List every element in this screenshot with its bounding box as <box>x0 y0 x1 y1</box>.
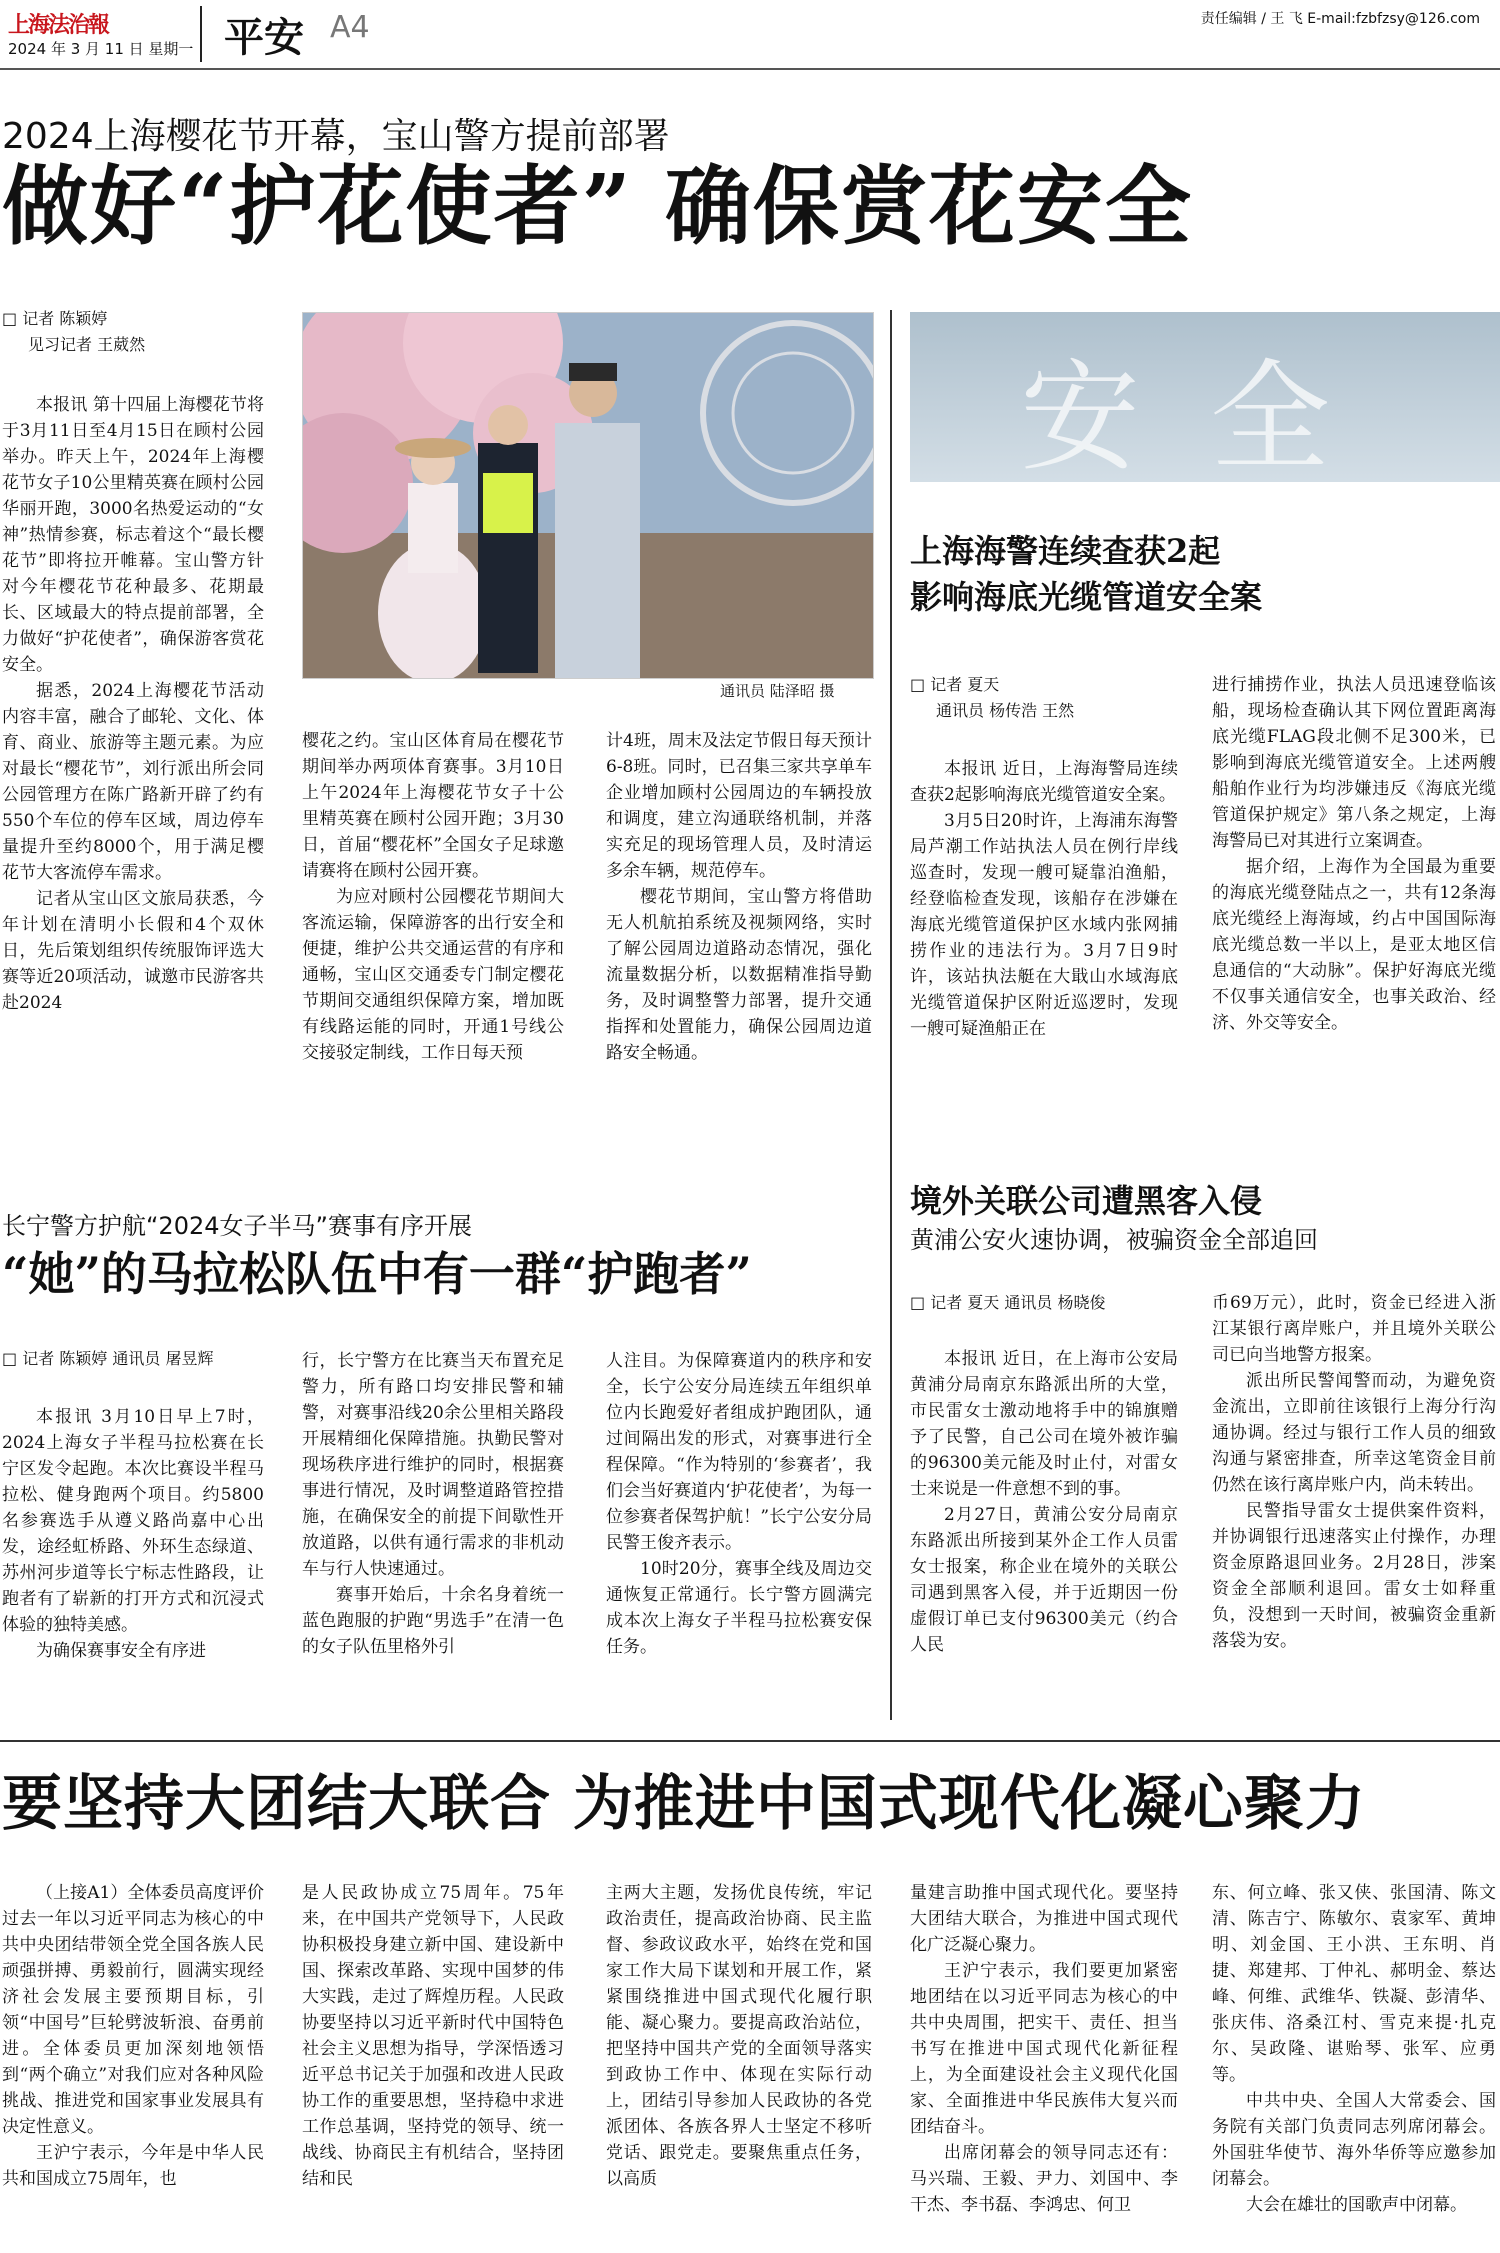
story2-column-3 <box>606 1348 872 1714</box>
cherry-blossom-photo <box>302 312 874 679</box>
story4-byline: □ 记者 夏天 通讯员 杨晓俊 <box>910 1293 1106 1312</box>
masthead-divider <box>200 6 202 62</box>
story2-col1-p1: 本报讯 3月10日早上7时，2024上海女子半程马拉松赛在长宁区发令起跑。本次比赛设半程马拉松、健身跑两个项目。约5800名参赛选手从遵义路尚嘉中心出发，途经虹桥路、外环生态绿道、苏州河步道等长宁标志性路段，让跑者有了崭新的打开方式和沉浸式体验的独特美感。 <box>2 1407 264 1635</box>
story1-col3-p2: 樱花节期间，宝山警方将借助无人机航拍系统及视频网络，实时了解公园周边道路动态情况，强化流量数据分析，以数据精准指导勤务，及时调整警力部署，提升交通指挥和处置能力，确保公园周边道路安全畅通。 <box>606 887 872 1063</box>
story1-col1-p3: 记者从宝山区文旅局获悉，今年计划在清明小长假和4个双休日，先后策划组织传统服饰评选大赛等近20项活动，诚邀市民游客共赴2024 <box>2 889 264 1013</box>
story5-headline: 要坚持大团结大联合 为推进中国式现代化凝心聚力 <box>2 1769 1366 1839</box>
story2-col2-p1: 行，长宁警方在比赛当天布置充足警力，所有路口均安排民警和辅警，对赛事沿线20余公里相关路段开展精细化保障措施。执勤民警对现场秩序进行维护的同时，根据赛事进行情况，及时调整道路管控措施，在确保安全的前提下间歇性开放道路，以供有通行需求的非机动车与行人快速通过。 <box>302 1351 564 1579</box>
story5-col5-p1: 东、何立峰、张又侠、张国清、陈文清、陈吉宁、陈敏尔、袁家军、黄坤明、刘金国、王小洪、王东明、肖捷、郑建邦、丁仲礼、郝明金、蔡达峰、何维、武维华、铁凝、彭清华、张庆伟、洛桑江村、雪克来提·扎克尔、吴政隆、谌贻琴、张军、应勇等。 <box>1212 1883 1496 2085</box>
story5-col4-p2: 王沪宁表示，我们要更加紧密地团结在以习近平同志为核心的中共中央周围，把实干、责任、担当书写在推进中国式现代化新征程上，为全面建设社会主义现代化国家、全面推进中华民族伟大复兴而团结奋斗。 <box>910 1961 1178 2137</box>
story4-col2-p1: 币69万元），此时，资金已经进入浙江某银行离岸账户，并且境外关联公司已向当地警方报案。 <box>1212 1293 1496 1365</box>
story4-col1-p1: 本报讯 近日，在上海市公安局黄浦分局南京东路派出所的大堂，市民雷女士激动地将手中的锦旗赠予了民警，自己公司在境外被诈骗的96300美元能及时止付，对雷女士来说是一件意想不到的事。 <box>910 1349 1178 1499</box>
story2-col1-p2: 为确保赛事安全有序进 <box>36 1641 206 1661</box>
story2-column-1 <box>2 1404 264 1714</box>
page-number: A4 <box>330 10 370 45</box>
photo-credit: 通讯员 陆泽昭 摄 <box>720 682 835 700</box>
story1-col1-p2: 据悉，2024上海樱花节活动内容丰富，融合了邮轮、文化、体育、商业、旅游等主题元素。为应对最长“樱花节”，刘行派出所会同公园管理方在陈广路新开辟了约有550个车位的停车区域，周边停车量提升至约8000个，用于满足樱花节大客流停车需求。 <box>2 681 264 883</box>
story1-byline-reporter: □ 记者 陈颖婷 <box>2 309 108 328</box>
story5-column-1 <box>2 1880 264 2250</box>
story5-col2-p1: 是人民政协成立75周年。75年来，在中国共产党领导下，人民政协积极投身建立新中国、建设新中国、探索改革路、实现中国梦的伟大实践，走过了辉煌历程。人民政协要坚持以习近平新时代中国特色社会主义思想为指导，学深悟透习近平总书记关于加强和改进人民政协工作的重要思想，坚持稳中求进工作总基调，坚持党的领导、统一战线、协商民主有机结合，坚持团结和民 <box>302 1883 564 2189</box>
bottom-rule <box>0 1740 1500 1742</box>
story2-col3-p1: 人注目。为保障赛道内的秩序和安全，长宁公安分局连续五年组织单位内长跑爱好者组成护跑团队，通过间隔出发的形式，对赛事进行全程保障。“作为特别的‘参赛者’，我们会当好赛道内‘护花使者’，为每一位参赛者保驾护航！”长宁公安分局民警王俊齐表示。 <box>606 1351 872 1553</box>
story1-byline <box>2 306 145 358</box>
story3-col2-p2: 据介绍，上海作为全国最为重要的海底光缆登陆点之一，共有12条海底光缆经上海海域，约占中国国际海底光缆总数一半以上，是亚太地区信息通信的“大动脉”。保护好海底光缆不仅事关通信安全，也事关政治、经济、外交等安全。 <box>1212 857 1496 1033</box>
safety-banner <box>910 312 1500 482</box>
story3-col2-p1: 进行捕捞作业，执法人员迅速登临该船，现场检查确认其下网位置距离海底光缆FLAG段北侧不足300米，已影响到海底光缆管道安全。上述两艘船舶作业行为均涉嫌违反《海底光缆管道保护规定》第八条之规定，上海海警局已对其进行立案调查。 <box>1212 675 1496 851</box>
story5-col5-p2: 中共中央、全国人大常委会、国务院有关部门负责同志列席闭幕会。外国驻华使节、海外华侨等应邀参加闭幕会。 <box>1212 2091 1496 2189</box>
story5-col3-p1: 主两大主题，发扬优良传统，牢记政治责任，提高政治协商、民主监督、参政议政水平，始终在党和国家工作大局下谋划和开展工作，紧紧围绕推进中国式现代化履行职能、凝心聚力。要提高政治站位，把坚持中国共产党的全面领导落实到政协工作中、体现在实际行动上，团结引导参加人民政协的各党派团体、各族各界人士坚定不移听党话、跟党走。要聚焦重点任务，以高质 <box>606 1883 872 2189</box>
story3-col1-p2: 3月5日20时许，上海浦东海警局芦潮工作站执法人员在例行岸线巡查时，发现一艘可疑靠泊渔船，经登临检查发现，该船存在涉嫌在海底光缆管道保护区水域内张网捕捞作业的违法行为。3月7日9时许，该站执法艇在大戢山水域海底光缆管道保护区附近巡逻时，发现一艘可疑渔船正在 <box>910 811 1178 1039</box>
story5-column-4 <box>910 1880 1178 2250</box>
story4-col2-p2: 派出所民警闻警而动，为避免资金流出，立即前往该银行上海分行沟通协调。经过与银行工作人员的细致沟通与紧密排查，所幸这笔资金目前仍然在该行离岸账户内，尚未转出。 <box>1212 1371 1496 1495</box>
story3-headline <box>910 528 1262 620</box>
story2-byline: □ 记者 陈颖婷 通讯员 屠昱辉 <box>2 1349 214 1368</box>
story5-column-5 <box>1212 1880 1496 2250</box>
story2-col3-p2: 10时20分，赛事全线及周边交通恢复正常通行。长宁警方圆满完成本次上海女子半程马拉松赛安保任务。 <box>606 1559 872 1657</box>
story5-col1-p1: （上接A1）全体委员高度评价过去一年以习近平同志为核心的中共中央团结带领全党全国各族人民顽强拼搏、勇毅前行，圆满实现经济社会发展主要预期目标，引领“中国号”巨轮劈波斩浪、奋勇前进。全体委员更加深刻地领悟到“两个确立”对我们应对各种风险挑战、推进党和国家事业发展具有决定性意义。 <box>2 1883 264 2137</box>
story3-headline-line2: 影响海底光缆管道安全案 <box>910 578 1263 616</box>
story2-col2-p2: 赛事开始后，十余名身着统一蓝色跑服的护跑“男选手”在清一色的女子队伍里格外引 <box>302 1585 564 1657</box>
section-name: 平安 <box>224 15 304 61</box>
story2-subhead: 长宁警方护航“2024女子半马”赛事有序开展 <box>2 1212 472 1240</box>
story5-column-3 <box>606 1880 872 2250</box>
newspaper-logo: 上海法治報 <box>8 12 109 38</box>
story3-byline <box>910 672 1074 724</box>
photo-illustration <box>303 313 873 678</box>
story3-column-1 <box>910 756 1178 1128</box>
story3-headline-line1: 上海海警连续查获2起 <box>910 532 1221 570</box>
banner-text: 安全 <box>1020 349 1400 482</box>
story4-headline: 境外关联公司遭黑客入侵 <box>910 1182 1263 1220</box>
story5-col4-p3: 出席闭幕会的领导同志还有：马兴瑞、王毅、尹力、刘国中、李干杰、李书磊、李鸿忠、何卫 <box>910 2143 1178 2215</box>
story4-column-2 <box>1212 1290 1496 1716</box>
story3-column-2 <box>1212 672 1496 1128</box>
story1-column-1 <box>2 392 264 1152</box>
story1-col2-p1: 樱花之约。宝山区体育局在樱花节期间举办两项体育赛事。3月10日上午2024年上海樱花节女子十公里精英赛在顾村公园开跑；3月30日，首届“樱花杯”全国女子足球邀请赛将在顾村公园开赛。 <box>302 731 564 881</box>
masthead-rule <box>0 68 1500 70</box>
story3-byline-reporter: □ 记者 夏天 <box>910 675 1000 694</box>
story1-column-3 <box>606 728 872 1152</box>
story4-col2-p3: 民警指导雷女士提供案件资料，并协调银行迅速落实止付操作，办理资金原路退回业务。2月28日，涉案资金全部顺利退回。雷女士如释重负，没想到一天时间，被骗资金重新落袋为安。 <box>1212 1501 1496 1651</box>
story5-col5-p3: 大会在雄壮的国歌声中闭幕。 <box>1246 2195 1467 2215</box>
story3-col1-p1: 本报讯 近日，上海海警局连续查获2起影响海底光缆管道安全案。 <box>910 759 1178 805</box>
story1-col3-p1: 计4班，周末及法定节假日每天预计6-8班。同时，已召集三家共享单车企业增加顾村公园周边的车辆投放和调度，建立沟通联络机制，并落实充足的现场管理人员，及时清运多余车辆，规范停车。 <box>606 731 872 881</box>
story1-col1-p1: 本报讯 第十四届上海樱花节将于3月11日至4月15日在顾村公园举办。昨天上午，2024年上海樱花节女子10公里精英赛在顾村公园华丽开跑，3000名热爱运动的“女神”热情参赛，标志着这个“最长樱花节”即将拉开帷幕。宝山警方针对今年樱花节花种最多、花期最长、区域最大的特点提前部署，全力做好“护花使者”，确保游客赏花安全。 <box>2 395 264 675</box>
story1-byline-intern: 见习记者 王葳然 <box>28 335 146 354</box>
editor-info: 责任编辑 / 王 飞 E-mail:fzbfzsy@126.com <box>1200 11 1480 27</box>
story5-column-2 <box>302 1880 564 2250</box>
story3-byline-correspondents: 通讯员 杨传浩 王然 <box>936 701 1075 720</box>
issue-date: 2024 年 3 月 11 日 星期一 <box>8 40 194 58</box>
story1-headline: 做好“护花使者” 确保赏花安全 <box>2 156 1193 257</box>
story5-col4-p1: 量建言助推中国式现代化。要坚持大团结大联合，为推进中国式现代化广泛凝心聚力。 <box>910 1883 1178 1955</box>
story4-subhead: 黄浦公安火速协调，被骗资金全部追回 <box>910 1226 1318 1254</box>
story1-subhead: 2024上海樱花节开幕，宝山警方提前部署 <box>2 116 670 157</box>
column-divider <box>890 310 892 1720</box>
story2-column-2 <box>302 1348 564 1714</box>
story1-column-2 <box>302 728 564 1152</box>
story1-col2-p2: 为应对顾村公园樱花节期间大客流运输，保障游客的出行安全和便捷，维护公共交通运营的有序和通畅，宝山区交通委专门制定樱花节期间交通组织保障方案，增加既有线路运能的同时，开通1号线公交接驳定制线，工作日每天预 <box>302 887 564 1063</box>
story4-column-1 <box>910 1346 1178 1716</box>
story4-col1-p2: 2月27日，黄浦公安分局南京东路派出所接到某外企工作人员雷女士报案，称企业在境外的关联公司遇到黑客入侵，并于近期因一份虚假订单已支付96300美元（约合人民 <box>910 1505 1178 1655</box>
story2-headline: “她”的马拉松队伍中有一群“护跑者” <box>2 1247 752 1301</box>
story5-col1-p2: 王沪宁表示，今年是中华人民共和国成立75周年，也 <box>2 2143 264 2189</box>
